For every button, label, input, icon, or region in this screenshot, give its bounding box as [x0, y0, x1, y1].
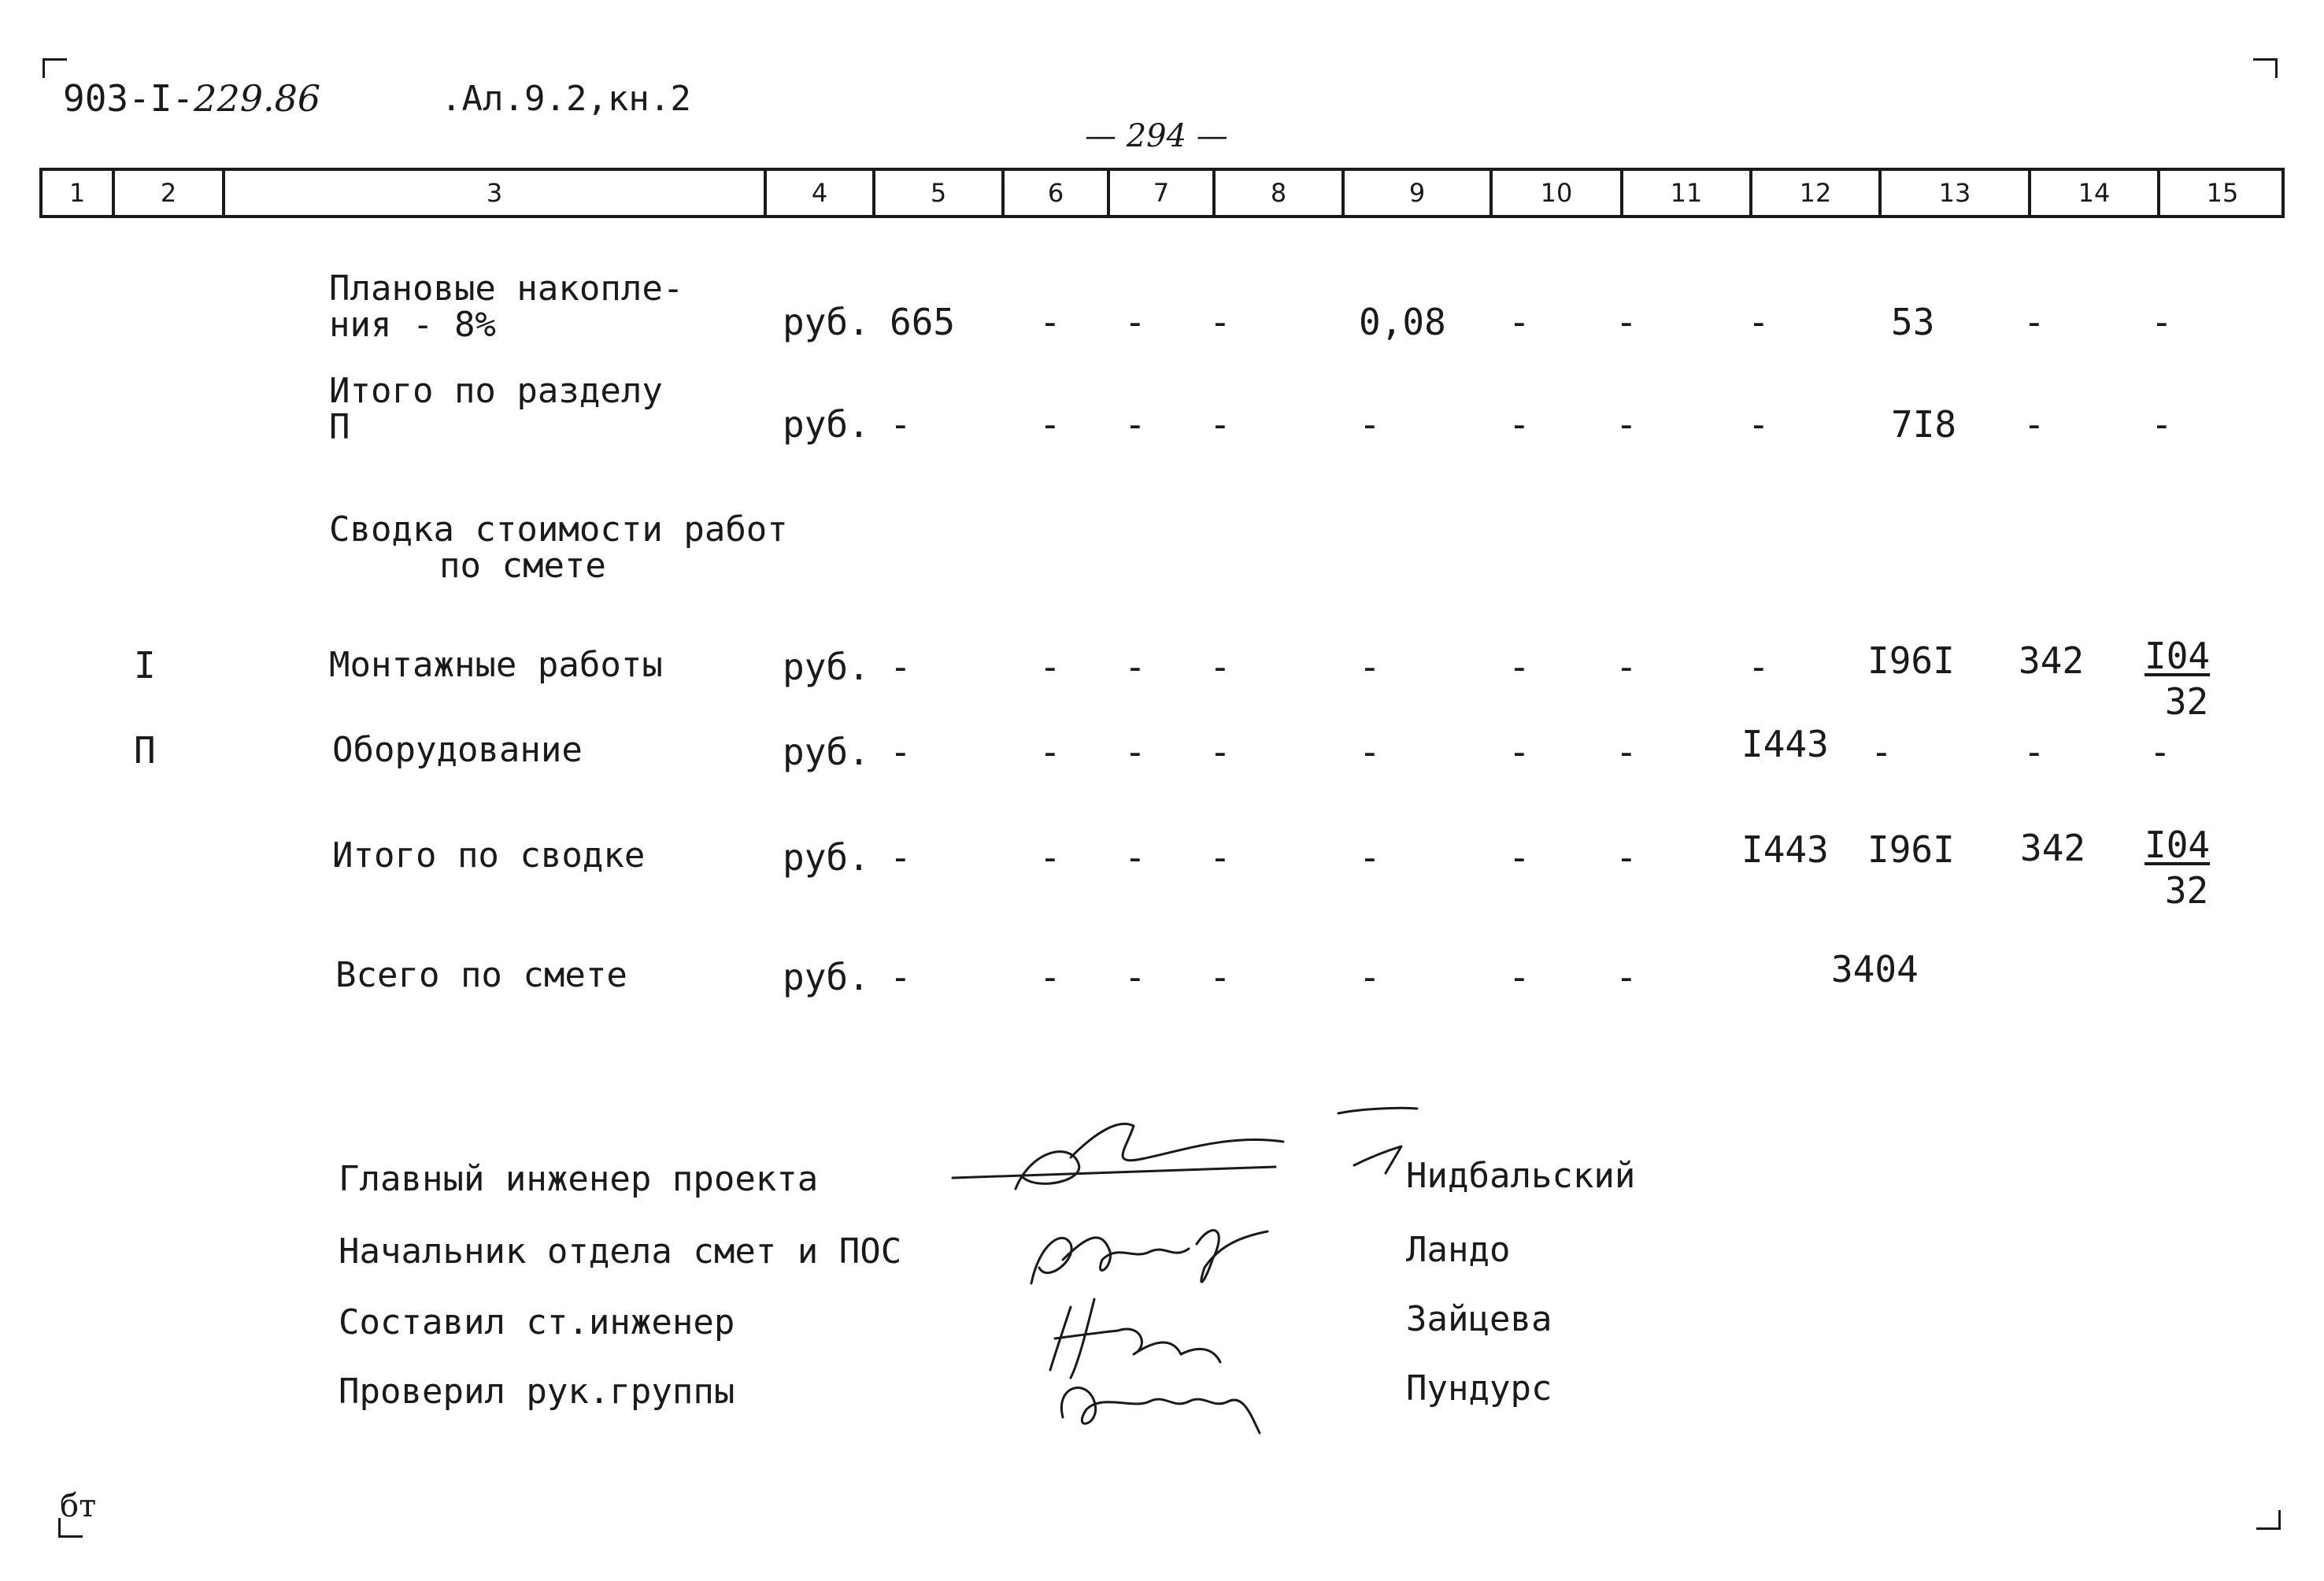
- column-number: 14: [2028, 171, 2157, 215]
- column-number: 8: [1212, 171, 1341, 215]
- signature-role: Главный инженер проекта: [339, 1159, 819, 1199]
- signature-name: Нидбальский: [1406, 1156, 1636, 1196]
- value-cell: -: [2151, 301, 2173, 343]
- value-cell: -: [1359, 956, 1381, 998]
- column-number: 13: [1878, 171, 2028, 215]
- value-cell: 665: [890, 301, 956, 343]
- unit-cell: руб.: [783, 403, 870, 446]
- unit-cell: руб.: [783, 836, 870, 879]
- column-number: 3: [222, 171, 764, 215]
- value-cell: -: [1615, 731, 1638, 773]
- column-number: 5: [872, 171, 1001, 215]
- value-cell: -: [1359, 836, 1381, 879]
- value-cell: I96I: [1867, 828, 1955, 871]
- value-cell: I443: [1741, 723, 1829, 765]
- column-number: 11: [1620, 171, 1749, 215]
- value-cell: -: [2149, 731, 2171, 773]
- value-cell: -: [1615, 403, 1638, 446]
- value-cell: -: [1615, 956, 1638, 998]
- signature-role: Проверил рук.группы: [339, 1372, 735, 1412]
- value-cell: -: [890, 956, 912, 998]
- value-cell: -: [1615, 646, 1638, 688]
- value-cell: -: [1615, 836, 1638, 879]
- unit-cell: руб.: [783, 956, 870, 998]
- column-number: 1: [68, 178, 86, 208]
- value-cell: -: [890, 836, 912, 879]
- signature-role: Начальник отдела смет и ПОС: [339, 1231, 902, 1272]
- value-cell: -: [1209, 646, 1231, 688]
- value-cell: I443: [1741, 828, 1829, 871]
- value-cell: 53: [1891, 301, 1935, 343]
- signature-role: Составил ст.инженер: [339, 1302, 735, 1342]
- value-cell: -: [1039, 646, 1061, 688]
- corner-mark-top-left: [43, 58, 67, 78]
- fraction-cell: $\frac{I04}{32}$: [2145, 635, 2211, 723]
- value-cell: -: [1209, 301, 1231, 343]
- column-number: 7: [1107, 171, 1212, 215]
- value-cell: 0,08: [1359, 301, 1446, 343]
- column-number: 6: [1001, 171, 1107, 215]
- column-number: 4: [764, 171, 872, 215]
- value-cell: -: [1124, 301, 1146, 343]
- value-cell: -: [1359, 731, 1381, 773]
- value-cell: -: [890, 646, 912, 688]
- value-cell: -: [1039, 836, 1061, 879]
- column-number-header: [39, 168, 2285, 218]
- unit-cell: руб.: [783, 646, 870, 688]
- grand-total-value: 3404: [1831, 948, 1919, 990]
- value-cell: -: [1615, 301, 1638, 343]
- value-cell: -: [1209, 731, 1231, 773]
- row-label-grand-total: Всего по смете: [335, 955, 627, 995]
- summary-heading: Сводка стоимости работ по смете: [329, 509, 788, 586]
- value-cell: -: [2023, 403, 2045, 446]
- value-cell: -: [1124, 836, 1146, 879]
- value-cell: 342: [2020, 827, 2086, 869]
- value-cell: -: [1124, 956, 1146, 998]
- value-cell: -: [1039, 403, 1061, 446]
- value-cell: -: [1748, 646, 1770, 688]
- signature-name: Пундурс: [1406, 1368, 1552, 1409]
- footer-mark: бт: [60, 1488, 97, 1524]
- value-cell: -: [2023, 301, 2045, 343]
- value-cell: -: [890, 403, 912, 446]
- unit-cell: руб.: [783, 301, 870, 343]
- value-cell: -: [1508, 646, 1530, 688]
- page-number: — 294 —: [1085, 118, 1228, 154]
- column-number: 9: [1341, 171, 1490, 215]
- row-label-summary-total: Итого по сводке: [332, 835, 646, 876]
- value-cell: 342: [2019, 639, 2085, 682]
- value-cell: -: [1359, 403, 1381, 446]
- album-reference: .Ал.9.2,кн.2: [441, 79, 691, 119]
- value-cell: -: [1748, 301, 1770, 343]
- value-cell: -: [1871, 731, 1893, 773]
- column-number: 15: [2157, 171, 2285, 215]
- value-cell: -: [2151, 403, 2173, 446]
- value-cell: -: [1359, 646, 1381, 688]
- value-cell: -: [1039, 731, 1061, 773]
- value-cell: 7I8: [1891, 403, 1957, 446]
- value-cell: -: [1508, 403, 1530, 446]
- value-cell: -: [1124, 646, 1146, 688]
- document-code: 903-I-229.86: [63, 77, 321, 120]
- value-cell: -: [1039, 956, 1061, 998]
- value-cell: -: [1124, 403, 1146, 446]
- value-cell: I96I: [1867, 639, 1955, 682]
- value-cell: -: [1209, 403, 1231, 446]
- corner-mark-top-right: [2253, 58, 2278, 78]
- signature-name: Зайцева: [1406, 1299, 1552, 1339]
- column-number: 10: [1490, 171, 1620, 215]
- value-cell: -: [1508, 956, 1530, 998]
- handwritten-signature-3: [1039, 1291, 1291, 1449]
- row-label-planned-savings: Плановые накопле- ния - 8%: [329, 268, 684, 345]
- value-cell: -: [1124, 731, 1146, 773]
- value-cell: -: [1209, 956, 1231, 998]
- value-cell: -: [1508, 836, 1530, 879]
- unit-cell: руб.: [783, 731, 870, 773]
- value-cell: -: [2023, 731, 2045, 773]
- column-number: 2: [112, 171, 222, 215]
- row-label-mounting: Монтажные работы: [329, 645, 663, 685]
- row-label-section-total: Итого по разделу П: [329, 371, 663, 447]
- value-cell: -: [1039, 301, 1061, 343]
- row-label-equipment: Оборудование: [332, 730, 583, 770]
- signature-name: Ландо: [1406, 1230, 1511, 1270]
- handwritten-signature-1: [945, 1102, 1433, 1205]
- value-cell: -: [1508, 301, 1530, 343]
- row-number: П: [134, 729, 156, 772]
- handwritten-signature-2: [1016, 1213, 1275, 1299]
- value-cell: -: [1209, 836, 1231, 879]
- column-number: 12: [1749, 171, 1878, 215]
- fraction-cell: $\frac{I04}{32}$: [2145, 824, 2211, 912]
- value-cell: -: [1508, 731, 1530, 773]
- row-number: I: [134, 644, 156, 687]
- corner-mark-bottom-right: [2256, 1510, 2281, 1530]
- value-cell: -: [1748, 403, 1770, 446]
- value-cell: -: [890, 731, 912, 773]
